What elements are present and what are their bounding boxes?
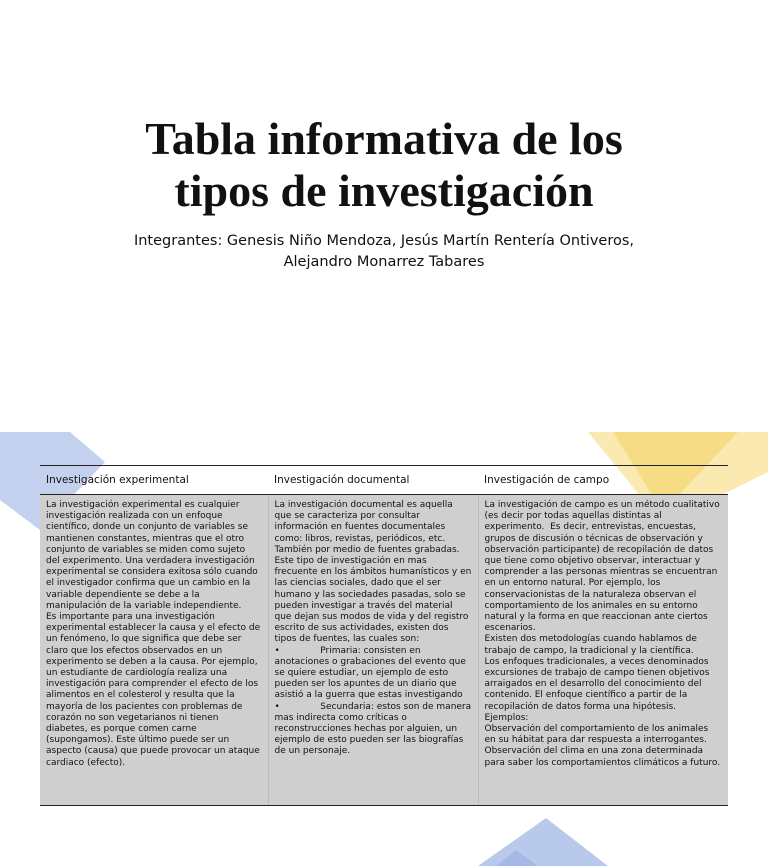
research-types-table-container (40, 465, 728, 806)
experimental-paragraph: La investigación experimental es cualquier investigación realizada con un enfoque científico, donde un conjunto de variables se mantienen constantes, mientras que el otro conjunto de variables se miden como sujeto del experimento. Una verdadera investigación experimental se considera exitosa sólo cuando el investigador confirma que un cambio en la variable dependiente se debe a la manipulación de la variable independiente. (46, 500, 261, 611)
blue-triangle-large (478, 818, 608, 866)
documental-paragraph: Este tipo de investigación en mas frecuente en los ámbitos humanísticos y en las ciencias sociales, dado que el ser humano y las sociedades pasadas, solo se pueden investigar a través del material que dejan sus modos de vida y del registro escrito de sus actividades, existen dos tipos de fuentes, las cuales son: (274, 556, 475, 645)
header-documental: Investigación documental (268, 466, 478, 495)
cell-campo (478, 495, 728, 806)
cell-experimental (40, 495, 268, 806)
table-row (40, 495, 728, 806)
documental-paragraph: La investigación documental es aquella que se caracteriza por consultar información en fuentes documentales como: libros, revistas, periódicos, etc. También por medio de fuentes grabadas. (274, 500, 460, 555)
campo-paragraph: Observación del comportamiento de los animales en su hábitat para dar respuesta a interrogantes. (484, 724, 712, 746)
members-subtitle (70, 231, 698, 273)
table-header-row (40, 466, 728, 495)
campo-paragraph: Ejemplos: (484, 712, 529, 723)
members-line-1: Integrantes: Genesis Niño Mendoza, Jesús Martín Rentería Ontiveros, (133, 233, 635, 249)
header-experimental: Investigación experimental (40, 466, 268, 495)
research-types-table (40, 465, 728, 806)
header-campo: Investigación de campo (478, 466, 728, 495)
cell-documental (268, 495, 478, 806)
campo-paragraph: Los enfoques tradicionales, a veces denominados excursiones de trabajo de campo tienen objetivos arraigados en el desarrollo del conocimiento del contenido. El enfoque científico a partir de la recopilación de datos forma una hipótesis. (484, 656, 713, 712)
members-line-2: Alejandro Monarrez Tabares (283, 254, 485, 270)
page-title (0, 113, 768, 217)
page-title-line-2: tipos de investigación (174, 165, 594, 216)
campo-paragraph: Observación del clima en una zona determinada para saber los comportamientos climáticos a futuro. (484, 746, 721, 768)
campo-paragraph: Existen dos metodologías cuando hablamos de trabajo de campo, la tradicional y la científica. (484, 634, 700, 656)
blue-triangle-shape-bottom (478, 818, 608, 868)
documental-bullet-secundaria: • Secundaria: estos son de manera mas indirecta como críticas o reconstrucciones hechas por alguien, un ejemplo de esto pueden ser las biografías de un personaje. (274, 701, 475, 757)
experimental-paragraph: Es importante para una investigación experimental establecer la causa y el efecto de un fenómeno, lo que significa que debe ser claro que los efectos observados en un experimento se deben a la causa. Por ejemplo, un estudiante de cardiología realiza una investigación para comprender el efecto de los alimentos en el colesterol y resulta que la mayoría de los pacientes con problemas de corazón no son vegetarianos ni tienen diabetes, es porque comen carne (supongamos). Este último puede ser un aspecto (causa) que puede provocar un ataque cardiaco (efecto). (46, 612, 264, 768)
page-title-line-1: Tabla informativa de los (145, 113, 623, 164)
documental-bullet-primaria: • Primaria: consisten en anotaciones o grabaciones del evento que se quiere estudiar, un ejemplo de esto pueden ser los apuntes de un diario que asistió a la guerra que estas investigando (274, 645, 469, 701)
campo-paragraph: La investigación de campo es un método cualitativo (es decir por todas aquellas distintas al experimento. Es decir, entrevistas, encuestas, grupos de discusión o técnicas de observación y observación participante) de recopilación de datos que tiene como objetivo observar, interactuar y comprender a las personas mientras se encuentran en un entorno natural. Por ejemplo, los conservacionistas de la naturaleza observan el comportamiento de los animales en su entorno natural y la forma en que reaccionan ante ciertos escenarios. (484, 500, 723, 634)
